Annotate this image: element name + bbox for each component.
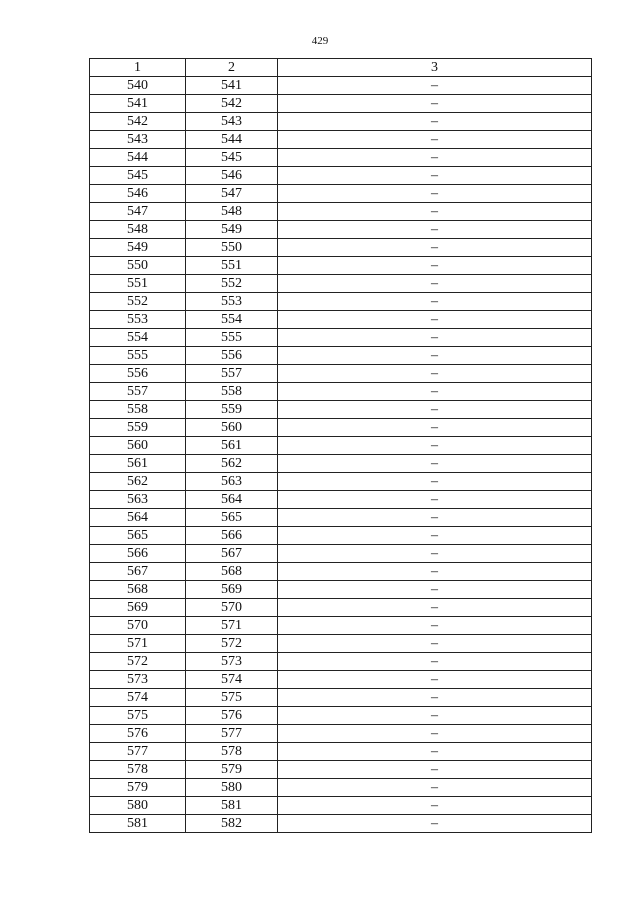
table-row	[90, 365, 592, 383]
table-cell-col-1: 571	[90, 635, 186, 653]
table-cell-col-2: 542	[186, 95, 278, 113]
table-cell-col-2: 572	[186, 635, 278, 653]
table-cell-col-3: –	[278, 671, 592, 689]
table-cell-col-2: 566	[186, 527, 278, 545]
table-cell-col-2: 554	[186, 311, 278, 329]
table-row	[90, 113, 592, 131]
table-row	[90, 671, 592, 689]
table-row	[90, 275, 592, 293]
table-cell-col-3: –	[278, 653, 592, 671]
table-cell-col-2: 582	[186, 815, 278, 833]
table-cell-col-3: –	[278, 221, 592, 239]
table-cell-col-3: –	[278, 77, 592, 95]
table-cell-col-3: –	[278, 509, 592, 527]
table-cell-col-1: 575	[90, 707, 186, 725]
table-row	[90, 455, 592, 473]
table-cell-col-3: –	[278, 581, 592, 599]
table-cell-col-2: 556	[186, 347, 278, 365]
table-cell-col-1: 579	[90, 779, 186, 797]
table-row	[90, 617, 592, 635]
table-row	[90, 419, 592, 437]
table-cell-col-3: –	[278, 347, 592, 365]
column-header-3: 3	[278, 59, 592, 77]
table-cell-col-2: 544	[186, 131, 278, 149]
table-cell-col-1: 548	[90, 221, 186, 239]
table-cell-col-2: 561	[186, 437, 278, 455]
table-cell-col-1: 545	[90, 167, 186, 185]
table-cell-col-2: 574	[186, 671, 278, 689]
table-cell-col-2: 551	[186, 257, 278, 275]
table-cell-col-3: –	[278, 185, 592, 203]
table-cell-col-2: 555	[186, 329, 278, 347]
table-row	[90, 563, 592, 581]
table-row	[90, 347, 592, 365]
table-cell-col-3: –	[278, 329, 592, 347]
table-row	[90, 437, 592, 455]
table-cell-col-3: –	[278, 131, 592, 149]
table-cell-col-3: –	[278, 527, 592, 545]
table-row	[90, 743, 592, 761]
table-cell-col-2: 541	[186, 77, 278, 95]
table-row	[90, 491, 592, 509]
table-row	[90, 293, 592, 311]
table-row	[90, 707, 592, 725]
table-cell-col-3: –	[278, 725, 592, 743]
table-row	[90, 509, 592, 527]
table-cell-col-3: –	[278, 563, 592, 581]
table-row	[90, 473, 592, 491]
table-cell-col-1: 580	[90, 797, 186, 815]
table-row	[90, 527, 592, 545]
table-cell-col-2: 575	[186, 689, 278, 707]
table-cell-col-3: –	[278, 491, 592, 509]
table-cell-col-2: 567	[186, 545, 278, 563]
table-cell-col-2: 573	[186, 653, 278, 671]
table-cell-col-3: –	[278, 383, 592, 401]
table-cell-col-1: 541	[90, 95, 186, 113]
table-cell-col-2: 579	[186, 761, 278, 779]
table-cell-col-3: –	[278, 797, 592, 815]
table-row	[90, 77, 592, 95]
table-cell-col-3: –	[278, 257, 592, 275]
table-cell-col-3: –	[278, 707, 592, 725]
table-cell-col-1: 555	[90, 347, 186, 365]
table-row	[90, 689, 592, 707]
table-row	[90, 311, 592, 329]
table-cell-col-3: –	[278, 815, 592, 833]
table-cell-col-1: 547	[90, 203, 186, 221]
table-cell-col-2: 546	[186, 167, 278, 185]
table-row	[90, 329, 592, 347]
table-cell-col-1: 561	[90, 455, 186, 473]
table-cell-col-3: –	[278, 743, 592, 761]
table-cell-col-1: 557	[90, 383, 186, 401]
header-row	[90, 59, 592, 77]
table-cell-col-3: –	[278, 275, 592, 293]
table-cell-col-3: –	[278, 689, 592, 707]
table-cell-col-2: 569	[186, 581, 278, 599]
table-cell-col-1: 560	[90, 437, 186, 455]
column-header-2: 2	[186, 59, 278, 77]
table-cell-col-1: 551	[90, 275, 186, 293]
table-cell-col-3: –	[278, 473, 592, 491]
table-cell-col-2: 578	[186, 743, 278, 761]
table-cell-col-2: 562	[186, 455, 278, 473]
table-cell-col-2: 552	[186, 275, 278, 293]
table-cell-col-1: 566	[90, 545, 186, 563]
table-row	[90, 95, 592, 113]
table-cell-col-2: 571	[186, 617, 278, 635]
table-row	[90, 221, 592, 239]
table-row	[90, 725, 592, 743]
table-cell-col-1: 544	[90, 149, 186, 167]
table-cell-col-1: 559	[90, 419, 186, 437]
table-cell-col-2: 563	[186, 473, 278, 491]
table-cell-col-1: 554	[90, 329, 186, 347]
table-row	[90, 257, 592, 275]
table-row	[90, 779, 592, 797]
table-cell-col-3: –	[278, 419, 592, 437]
table-cell-col-2: 543	[186, 113, 278, 131]
table-cell-col-3: –	[278, 239, 592, 257]
table-row	[90, 401, 592, 419]
table-cell-col-1: 565	[90, 527, 186, 545]
table-cell-col-2: 558	[186, 383, 278, 401]
table-cell-col-3: –	[278, 545, 592, 563]
table-cell-col-1: 581	[90, 815, 186, 833]
table-cell-col-1: 564	[90, 509, 186, 527]
table-cell-col-1: 574	[90, 689, 186, 707]
table-cell-col-2: 565	[186, 509, 278, 527]
table-cell-col-3: –	[278, 113, 592, 131]
table-cell-col-3: –	[278, 761, 592, 779]
table-cell-col-2: 557	[186, 365, 278, 383]
table-cell-col-2: 559	[186, 401, 278, 419]
table-row	[90, 203, 592, 221]
table-cell-col-1: 550	[90, 257, 186, 275]
table-row	[90, 581, 592, 599]
table-row	[90, 635, 592, 653]
table-cell-col-3: –	[278, 95, 592, 113]
table-cell-col-3: –	[278, 617, 592, 635]
table-row	[90, 545, 592, 563]
table-cell-col-3: –	[278, 149, 592, 167]
column-header-1: 1	[90, 59, 186, 77]
table-header	[90, 59, 592, 77]
table-cell-col-2: 570	[186, 599, 278, 617]
table-cell-col-1: 546	[90, 185, 186, 203]
table-cell-col-1: 572	[90, 653, 186, 671]
table-cell-col-2: 545	[186, 149, 278, 167]
table-cell-col-3: –	[278, 437, 592, 455]
table-cell-col-2: 548	[186, 203, 278, 221]
table-cell-col-3: –	[278, 599, 592, 617]
page-number: 429	[311, 35, 329, 47]
table-row	[90, 185, 592, 203]
data-table	[89, 58, 592, 833]
table-cell-col-1: 549	[90, 239, 186, 257]
table-cell-col-1: 558	[90, 401, 186, 419]
table-cell-col-1: 576	[90, 725, 186, 743]
table-cell-col-2: 560	[186, 419, 278, 437]
table-row	[90, 131, 592, 149]
table-cell-col-3: –	[278, 167, 592, 185]
table-cell-col-1: 568	[90, 581, 186, 599]
table-cell-col-1: 543	[90, 131, 186, 149]
table-cell-col-3: –	[278, 401, 592, 419]
table-row	[90, 653, 592, 671]
table-cell-col-1: 553	[90, 311, 186, 329]
table-cell-col-1: 540	[90, 77, 186, 95]
table-cell-col-2: 564	[186, 491, 278, 509]
table-cell-col-1: 578	[90, 761, 186, 779]
table-cell-col-1: 552	[90, 293, 186, 311]
table-cell-col-1: 556	[90, 365, 186, 383]
table-cell-col-2: 580	[186, 779, 278, 797]
table-cell-col-2: 581	[186, 797, 278, 815]
table-cell-col-2: 577	[186, 725, 278, 743]
table-cell-col-1: 563	[90, 491, 186, 509]
table-body	[90, 77, 592, 833]
table-cell-col-2: 576	[186, 707, 278, 725]
table-cell-col-1: 577	[90, 743, 186, 761]
table-cell-col-1: 570	[90, 617, 186, 635]
table-row	[90, 797, 592, 815]
table-cell-col-3: –	[278, 311, 592, 329]
table-cell-col-3: –	[278, 779, 592, 797]
table-row	[90, 383, 592, 401]
table-cell-col-3: –	[278, 635, 592, 653]
table-cell-col-2: 549	[186, 221, 278, 239]
table-cell-col-1: 569	[90, 599, 186, 617]
table-cell-col-3: –	[278, 365, 592, 383]
table-cell-col-1: 567	[90, 563, 186, 581]
table-row	[90, 239, 592, 257]
table-cell-col-2: 547	[186, 185, 278, 203]
table-cell-col-1: 542	[90, 113, 186, 131]
table-cell-col-1: 573	[90, 671, 186, 689]
table-row	[90, 149, 592, 167]
table-row	[90, 599, 592, 617]
table-cell-col-3: –	[278, 293, 592, 311]
table-row	[90, 815, 592, 833]
table-cell-col-1: 562	[90, 473, 186, 491]
table-cell-col-2: 550	[186, 239, 278, 257]
table-cell-col-2: 568	[186, 563, 278, 581]
table-cell-col-3: –	[278, 203, 592, 221]
table-row	[90, 761, 592, 779]
table-cell-col-2: 553	[186, 293, 278, 311]
table-row	[90, 167, 592, 185]
table-cell-col-3: –	[278, 455, 592, 473]
